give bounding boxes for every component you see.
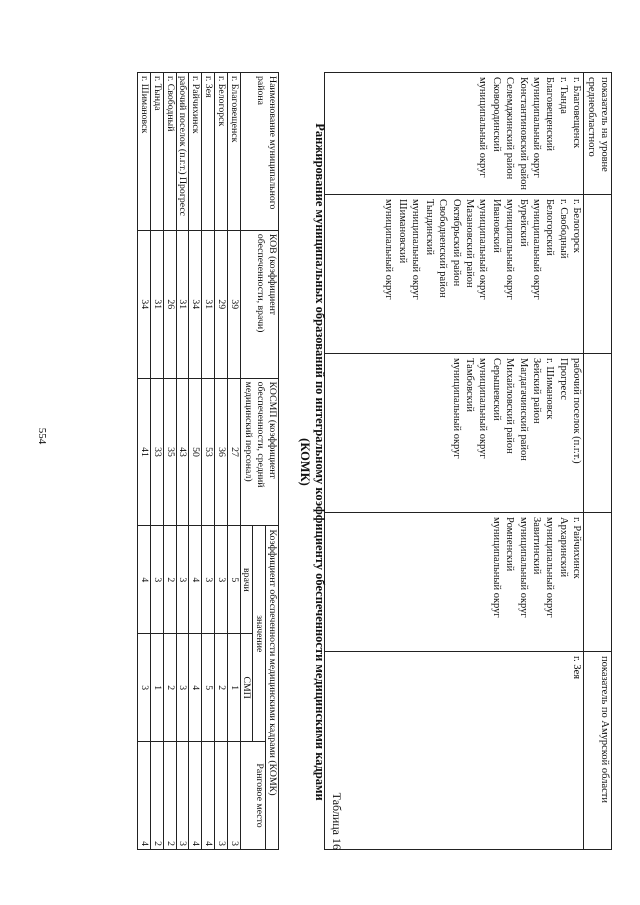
cell-kosmp: 41 bbox=[138, 378, 151, 526]
cell-smp: 2 bbox=[215, 634, 228, 742]
cell-kosmp: 50 bbox=[189, 378, 202, 526]
header-cell-2 bbox=[584, 195, 612, 354]
body-cell bbox=[325, 354, 584, 513]
cell-rank: 3 bbox=[227, 742, 240, 850]
cell-line: г. Зея bbox=[571, 656, 583, 680]
cell-line: Зейский район bbox=[530, 358, 542, 424]
cell-line: Белогорский bbox=[544, 199, 556, 256]
cell-line: Серышевский bbox=[490, 358, 502, 421]
ranking-header-row-1 bbox=[266, 73, 279, 850]
cell-name: г. Благовещенск bbox=[227, 73, 240, 231]
cell-name: рабочий поселок (п.г.т.) Прогресс bbox=[176, 73, 189, 231]
body-cell bbox=[325, 513, 584, 652]
cell-rank: 4 bbox=[202, 742, 215, 850]
rotated-content bbox=[32, 72, 612, 902]
cell-doctors: 3 bbox=[151, 526, 164, 634]
cell-rank: 3 bbox=[215, 742, 228, 850]
col-header-value: значение bbox=[253, 526, 266, 742]
cell-rank: 4 bbox=[189, 742, 202, 850]
page-number: 554 bbox=[36, 427, 48, 445]
classification-header-row bbox=[584, 73, 612, 850]
cell-smp: 1 bbox=[151, 634, 164, 742]
cell-line: Шимановский bbox=[396, 199, 408, 264]
cell-line: Октябрьский район bbox=[450, 199, 462, 287]
cell-line: муниципальный округ bbox=[490, 517, 502, 618]
col-header-doctors: врачи bbox=[240, 526, 253, 634]
cell-rank: 2 bbox=[151, 742, 164, 850]
cell-line: Завитинский bbox=[530, 517, 542, 575]
cell-name: г. Тында bbox=[151, 73, 164, 231]
classification-table bbox=[324, 72, 612, 850]
cell-line: Магдагачинский район bbox=[517, 358, 529, 461]
cell-line: муниципальный округ bbox=[450, 358, 462, 459]
cell-line: муниципальный округ bbox=[383, 199, 395, 300]
cell-line: Селемджинский район bbox=[504, 77, 516, 180]
header-cell-4 bbox=[584, 513, 612, 652]
table-row bbox=[138, 73, 151, 850]
table-title: Ранжирование муниципальных образований по интегральному коэффициенту обеспеченности медицинскими кадрами (КОМК) bbox=[298, 123, 327, 801]
cell-line: муниципальный округ bbox=[504, 199, 516, 300]
table-row bbox=[215, 73, 228, 850]
body-cell bbox=[325, 652, 584, 850]
cell-line: Бурейский bbox=[517, 199, 529, 247]
cell-line: Благовещенский bbox=[544, 77, 556, 152]
ranking-table bbox=[137, 72, 279, 850]
cell-line: муниципальный округ bbox=[477, 77, 489, 178]
col-header-rank: Ранговое место bbox=[240, 742, 266, 850]
cell-doctors: 3 bbox=[176, 526, 189, 634]
cell-doctors: 4 bbox=[189, 526, 202, 634]
cell-line: Свободненский район bbox=[437, 199, 449, 298]
cell-line: Архаринский bbox=[557, 517, 569, 578]
cell-line: Мазановский район bbox=[463, 199, 475, 288]
cell-line: муниципальный округ bbox=[517, 517, 529, 618]
cell-rank: 4 bbox=[138, 742, 151, 850]
cell-kosmp: 43 bbox=[176, 378, 189, 526]
cell-rank: 2 bbox=[163, 742, 176, 850]
cell-kosmp: 27 bbox=[227, 378, 240, 526]
cell-smp: 1 bbox=[227, 634, 240, 742]
cell-line: г. Шимановск bbox=[544, 358, 556, 420]
cell-smp: 3 bbox=[138, 634, 151, 742]
cell-line: Ромненский bbox=[504, 517, 516, 572]
body-cell bbox=[325, 195, 584, 354]
body-cell bbox=[325, 73, 584, 195]
cell-name: г. Зея bbox=[202, 73, 215, 231]
cell-line: г. Райчихинск bbox=[571, 517, 583, 579]
cell-doctors: 3 bbox=[202, 526, 215, 634]
cell-kov: 31 bbox=[176, 230, 189, 378]
cell-line: Михайловский район bbox=[504, 358, 516, 454]
col-header-kosmp: КОСМП (коэффициент обеспеченности, средний медицинский персонал) bbox=[240, 378, 278, 526]
ranking-body bbox=[138, 73, 240, 850]
col-header-name: Наименование муниципального района bbox=[240, 73, 278, 231]
col-header-smp: СМП bbox=[240, 634, 253, 742]
cell-line: муниципальный округ bbox=[544, 517, 556, 618]
cell-line: Сковородинский bbox=[490, 77, 502, 152]
cell-line: г. Свободный bbox=[557, 199, 569, 259]
col-header-kov: КОВ (коэффициент обеспеченности, врачи) bbox=[240, 230, 278, 378]
cell-kosmp: 36 bbox=[215, 378, 228, 526]
table-row bbox=[151, 73, 164, 850]
cell-doctors: 2 bbox=[163, 526, 176, 634]
table-row bbox=[202, 73, 215, 850]
cell-kov: 26 bbox=[163, 230, 176, 378]
cell-line: муниципальный округ bbox=[530, 199, 542, 300]
classification-body-row bbox=[325, 73, 584, 850]
cell-name: г. Белогорск bbox=[215, 73, 228, 231]
cell-line: Тамбовский bbox=[463, 358, 475, 412]
header-cell-5: показатель по Амурской области bbox=[584, 652, 612, 850]
cell-smp: 5 bbox=[202, 634, 215, 742]
cell-doctors: 4 bbox=[138, 526, 151, 634]
cell-smp: 2 bbox=[163, 634, 176, 742]
cell-kov: 31 bbox=[151, 230, 164, 378]
cell-kosmp: 33 bbox=[151, 378, 164, 526]
cell-line: муниципальный округ bbox=[477, 199, 489, 300]
table-row bbox=[189, 73, 202, 850]
cell-smp: 4 bbox=[189, 634, 202, 742]
cell-line: рабочий поселок (п.г.т.) bbox=[571, 358, 583, 464]
cell-line: г. Благовещенск bbox=[571, 77, 583, 149]
cell-kov: 34 bbox=[189, 230, 202, 378]
cell-name: г. Свободный bbox=[163, 73, 176, 231]
cell-line: Тындинский bbox=[423, 199, 435, 256]
cell-kov: 31 bbox=[202, 230, 215, 378]
cell-kov: 39 bbox=[227, 230, 240, 378]
cell-kov: 34 bbox=[138, 230, 151, 378]
cell-line: г. Белогорск bbox=[571, 199, 583, 253]
cell-doctors: 3 bbox=[215, 526, 228, 634]
table-row bbox=[227, 73, 240, 850]
cell-kosmp: 35 bbox=[163, 378, 176, 526]
table-number: Таблица 16 bbox=[330, 792, 344, 850]
cell-line: г. Тында bbox=[557, 77, 569, 114]
header-cell-1: показатель на уровне среднеобластного bbox=[584, 73, 612, 195]
cell-kov: 29 bbox=[215, 230, 228, 378]
col-header-komk: Коэффициент обеспеченности медицинскими кадрами (КОМК) bbox=[266, 526, 279, 850]
cell-line: Прогресс bbox=[557, 358, 569, 400]
table-row bbox=[163, 73, 176, 850]
cell-name: г. Райчихинск bbox=[189, 73, 202, 231]
cell-doctors: 5 bbox=[227, 526, 240, 634]
cell-kosmp: 53 bbox=[202, 378, 215, 526]
header-cell-3 bbox=[584, 354, 612, 513]
cell-line: муниципальный округ bbox=[410, 199, 422, 300]
cell-line: муниципальный округ bbox=[530, 77, 542, 178]
cell-smp: 3 bbox=[176, 634, 189, 742]
cell-line: муниципальный округ bbox=[477, 358, 489, 459]
cell-line: Ивановский bbox=[490, 199, 502, 253]
cell-name: г. Шимановск bbox=[138, 73, 151, 231]
cell-rank: 3 bbox=[176, 742, 189, 850]
cell-line: Константиновский район bbox=[517, 77, 529, 191]
table-row bbox=[176, 73, 189, 850]
